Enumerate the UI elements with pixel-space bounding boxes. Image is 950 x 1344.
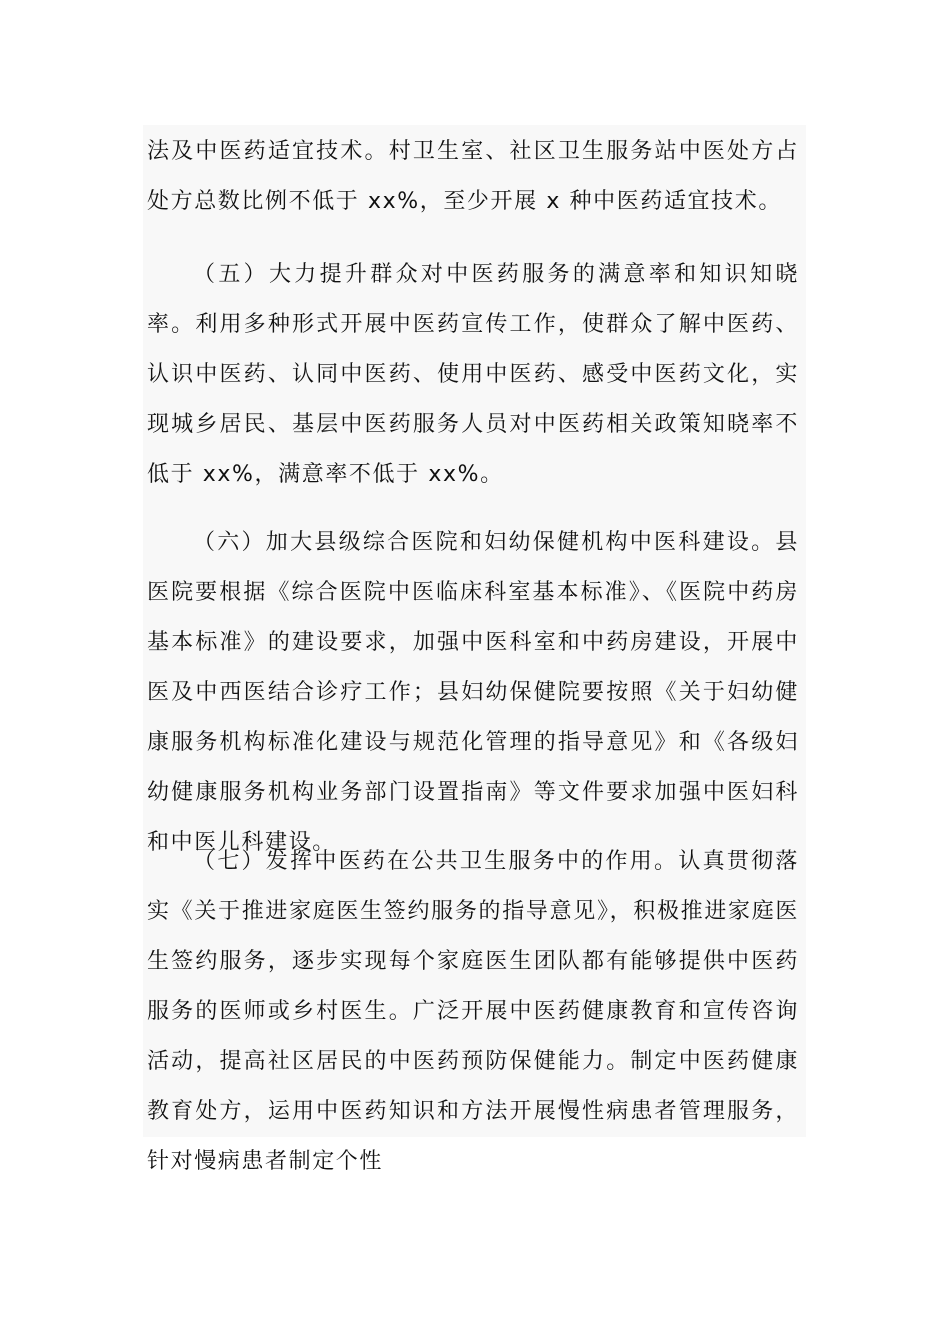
paragraph-5: （五）大力提升群众对中医药服务的满意率和知识知晓率。利用多种形式开展中医药宣传工作，使群众了解中医药、认识中医药、认同中医药、使用中医药、感受中医药文化，实现城乡居民、基层中医药服务人员对中医药相关政策知晓率不低于 xx%，满意率不低于 xx%。 (147, 262, 799, 487)
paragraph-6: （六）加大县级综合医院和妇幼保健机构中医科建设。县医院要根据《综合医院中医临床科室基本标准》、《医院中药房基本标准》的建设要求，加强中医科室和中药房建设，开展中医及中西医结合诊疗工作；县妇幼保健院要按照《关于妇幼健康服务机构标准化建设与规范化管理的指导意见》和《各级妇幼健康服务机构业务部门设置指南》等文件要求加强中医妇科和中医儿科建设。 (147, 530, 799, 855)
paragraph-continued: 法及中医药适宜技术。村卫生室、社区卫生服务站中医处方占处方总数比例不低于 xx%，至少开展 x 种中医药适宜技术。 (147, 139, 799, 214)
paragraph-7: （七）发挥中医药在公共卫生服务中的作用。认真贯彻落实《关于推进家庭医生签约服务的指导意见》，积极推进家庭医生签约服务，逐步实现每个家庭医生团队都有能够提供中医药服务的医师或乡村医生。广泛开展中医药健康教育和宣传咨询活动，提高社区居民的中医药预防保健能力。制定中医药健康教育处方，运用中医药知识和方法开展慢性病患者管理服务，针对慢病患者制定个性 (147, 849, 799, 1174)
document-text-area (143, 125, 806, 1174)
